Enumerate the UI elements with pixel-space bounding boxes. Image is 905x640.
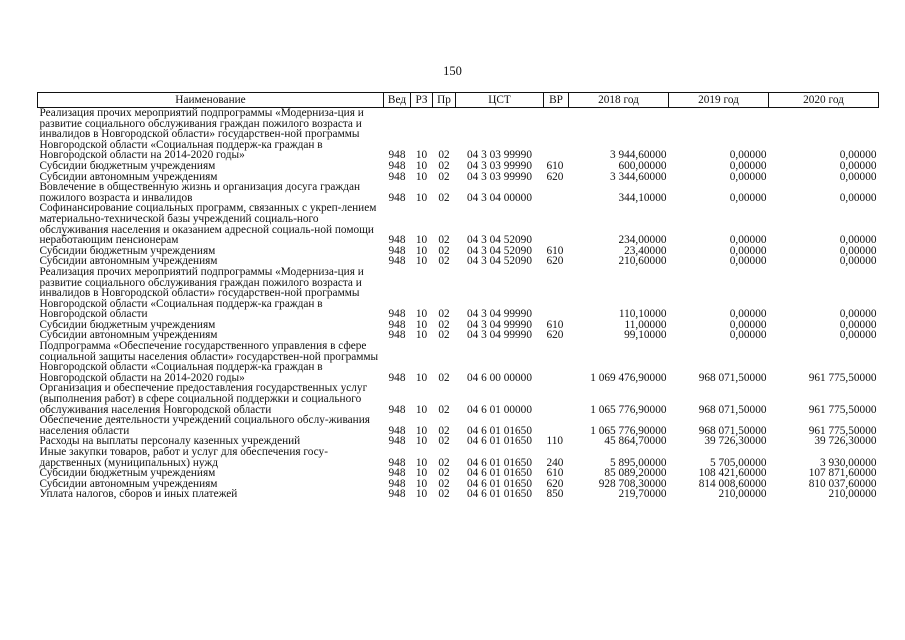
row-rz: 10 xyxy=(415,371,428,384)
row-2019-value: 0,00000 xyxy=(729,191,767,204)
row-cst: 04 3 04 99990 xyxy=(467,318,532,331)
row-vr: 610 xyxy=(546,159,564,172)
row-pr: 02 xyxy=(438,488,450,501)
header-2020: 2020 год xyxy=(769,93,879,108)
row-ved: 948 xyxy=(388,467,406,480)
row-2019-value: 0,00000 xyxy=(729,318,767,331)
row-2018-value: 3 944,60000 xyxy=(610,149,667,162)
table-row xyxy=(38,341,879,383)
row-2018-value: 45 864,70000 xyxy=(604,435,667,448)
row-2019-value: 0,00000 xyxy=(729,308,767,321)
row-cst: 04 3 04 52090 xyxy=(467,234,532,247)
row-rz: 10 xyxy=(415,467,428,480)
row-pr: 02 xyxy=(438,403,450,416)
row-2018-value: 5 895,00000 xyxy=(610,456,667,469)
row-2020-value: 0,00000 xyxy=(839,329,877,342)
row-2020-value: 961 775,50000 xyxy=(808,424,877,437)
row-cst: 04 6 01 01650 xyxy=(467,477,532,490)
row-name: Софинансирование социальных программ, связанных с укреп-лением материально-технической базы учреждений социаль-ного обслуживания населения и оказанием адресной социаль-ной помощи неработающим пенсионерам xyxy=(39,202,377,247)
row-vr: 610 xyxy=(546,467,564,480)
row-name: Иные закупки товаров, работ и услуг для обеспечения госу-дарственных (муниципальных) нужд xyxy=(39,446,328,469)
row-rz: 10 xyxy=(415,329,428,342)
row-pr: 02 xyxy=(438,318,450,331)
row-ved: 948 xyxy=(388,234,406,247)
row-2019-value: 0,00000 xyxy=(729,244,767,257)
header-2019: 2019 год xyxy=(669,93,769,108)
row-pr: 02 xyxy=(438,191,450,204)
row-cst: 04 3 04 00000 xyxy=(467,191,532,204)
row-pr: 02 xyxy=(438,435,450,448)
row-2018-value: 219,70000 xyxy=(618,488,667,501)
row-2018-value: 234,00000 xyxy=(618,234,667,247)
row-vr: 240 xyxy=(546,456,564,469)
row-2018-value: 11,00000 xyxy=(624,318,667,331)
table-row xyxy=(38,267,879,320)
row-2018-value: 344,10000 xyxy=(618,191,667,204)
row-cst: 04 3 03 99990 xyxy=(467,149,532,162)
row-rz: 10 xyxy=(415,149,428,162)
row-vr xyxy=(544,182,569,203)
row-vr: 620 xyxy=(546,255,564,268)
row-pr: 02 xyxy=(438,308,450,321)
row-name: Субсидии бюджетным учреждениям xyxy=(39,244,216,257)
row-ved: 948 xyxy=(388,149,406,162)
row-ved: 948 xyxy=(388,244,406,257)
row-2018-value: 600,00000 xyxy=(618,159,667,172)
row-2020-value: 0,00000 xyxy=(839,149,877,162)
header-2018: 2018 год xyxy=(569,93,669,108)
row-vr: 850 xyxy=(546,488,564,501)
budget-table xyxy=(37,92,879,500)
row-2020-value: 39 726,30000 xyxy=(814,435,877,448)
row-cst: 04 6 01 00000 xyxy=(467,403,532,416)
row-2018-value: 110,10000 xyxy=(618,308,667,321)
row-vr xyxy=(544,108,569,161)
row-rz: 10 xyxy=(415,318,428,331)
row-2018-value: 928 708,30000 xyxy=(598,477,667,490)
row-pr: 02 xyxy=(438,371,450,384)
row-2019-value: 5 705,00000 xyxy=(710,456,767,469)
table-row xyxy=(38,108,879,161)
row-vr xyxy=(544,415,569,436)
row-pr: 02 xyxy=(438,170,450,183)
row-2019-value: 814 008,60000 xyxy=(698,477,767,490)
row-ved: 948 xyxy=(388,191,406,204)
row-vr xyxy=(544,267,569,320)
row-2019-value: 210,00000 xyxy=(718,488,767,501)
row-name: Субсидии автономным учреждениям xyxy=(39,477,218,490)
row-name: Субсидии автономным учреждениям xyxy=(39,329,218,342)
row-cst: 04 6 01 01650 xyxy=(467,467,532,480)
row-vr: 110 xyxy=(546,435,564,448)
row-pr: 02 xyxy=(438,255,450,268)
row-ved: 948 xyxy=(388,424,406,437)
row-name: Подпрограмма «Обеспечение государственного управления в сфере социальной защиты населения области» государствен-ной программы Новгородской области «Социальная поддерж-ка граждан в Новгородской области на 2014-2020 годы» xyxy=(39,340,379,384)
row-rz: 10 xyxy=(415,159,428,172)
row-2020-value: 0,00000 xyxy=(839,159,877,172)
header-rz: РЗ xyxy=(411,93,433,108)
row-rz: 10 xyxy=(415,191,428,204)
row-name: Субсидии бюджетным учреждениям xyxy=(39,467,216,480)
row-2020-value: 0,00000 xyxy=(839,244,877,257)
table-row xyxy=(38,203,879,245)
row-name: Расходы на выплаты персоналу казенных учреждений xyxy=(39,435,301,448)
row-name: Субсидии бюджетным учреждениям xyxy=(39,159,216,172)
row-cst: 04 3 04 99990 xyxy=(467,308,532,321)
header-vr: ВР xyxy=(544,93,569,108)
row-name: Субсидии бюджетным учреждениям xyxy=(39,318,216,331)
table-header-row xyxy=(38,93,879,108)
row-rz: 10 xyxy=(415,170,428,183)
row-2020-value: 0,00000 xyxy=(839,255,877,268)
row-2020-value: 210,00000 xyxy=(828,488,877,501)
row-rz: 10 xyxy=(415,424,428,437)
table-body xyxy=(38,108,879,500)
row-vr: 620 xyxy=(546,329,564,342)
row-cst: 04 6 01 01650 xyxy=(467,456,532,469)
row-2018-value: 23,40000 xyxy=(624,244,667,257)
row-name: Уплата налогов, сборов и иных платежей xyxy=(39,488,238,501)
row-cst: 04 3 03 99990 xyxy=(467,170,532,183)
row-2020-value: 961 775,50000 xyxy=(808,371,877,384)
row-name: Субсидии автономным учреждениям xyxy=(39,255,218,268)
row-2020-value: 3 930,00000 xyxy=(820,456,877,469)
row-name: Организация и обеспечение предоставления государственных услуг (выполнения работ) в сфере социальной поддержки и социального обслуживания населения Новгородской области xyxy=(39,382,368,416)
row-2018-value: 3 344,60000 xyxy=(610,170,667,183)
row-rz: 10 xyxy=(415,477,428,490)
row-vr xyxy=(544,383,569,415)
header-pr: Пр xyxy=(433,93,456,108)
row-vr: 610 xyxy=(546,318,564,331)
row-pr: 02 xyxy=(438,149,450,162)
row-ved: 948 xyxy=(388,318,406,331)
table-row xyxy=(38,161,879,172)
row-2020-value: 0,00000 xyxy=(839,234,877,247)
table-row xyxy=(38,447,879,468)
row-2020-value: 0,00000 xyxy=(839,308,877,321)
row-2019-value: 0,00000 xyxy=(729,329,767,342)
row-vr: 610 xyxy=(546,244,564,257)
row-pr: 02 xyxy=(438,159,450,172)
row-ved: 948 xyxy=(388,403,406,416)
row-ved: 948 xyxy=(388,255,406,268)
page-number: 150 xyxy=(443,64,462,78)
row-pr: 02 xyxy=(438,467,450,480)
row-cst: 04 3 04 52090 xyxy=(467,255,532,268)
row-rz: 10 xyxy=(415,403,428,416)
row-2019-value: 968 071,50000 xyxy=(698,403,767,416)
row-2019-value: 0,00000 xyxy=(729,170,767,183)
row-ved: 948 xyxy=(388,371,406,384)
row-vr xyxy=(544,203,569,245)
row-2020-value: 810 037,60000 xyxy=(808,477,877,490)
row-pr: 02 xyxy=(438,234,450,247)
row-cst: 04 6 00 00000 xyxy=(467,371,532,384)
row-cst: 04 6 01 01650 xyxy=(467,435,532,448)
row-rz: 10 xyxy=(415,255,428,268)
row-vr: 620 xyxy=(546,170,564,183)
row-pr: 02 xyxy=(438,477,450,490)
row-name: Вовлечение в общественную жизнь и организация досуга граждан пожилого возраста и инвалидов xyxy=(39,181,361,204)
row-2019-value: 0,00000 xyxy=(729,234,767,247)
row-ved: 948 xyxy=(388,456,406,469)
row-cst: 04 3 04 99990 xyxy=(467,329,532,342)
row-2020-value: 0,00000 xyxy=(839,170,877,183)
row-name: Реализация прочих мероприятий подпрограммы «Модерниза-ция и развитие социального обслуживания граждан пожилого возраста и инвалидов в Новгородской области» государствен-ной программы Новгородской области «Социальная поддерж-ка граждан в Новгородской области на 2014-2020 годы» xyxy=(39,107,364,162)
row-name: Субсидии автономным учреждениям xyxy=(39,170,218,183)
row-rz: 10 xyxy=(415,488,428,501)
row-ved: 948 xyxy=(388,477,406,490)
header-cst: ЦСТ xyxy=(456,93,544,108)
row-cst: 04 6 01 01650 xyxy=(467,488,532,501)
row-2018-value: 1 069 476,90000 xyxy=(590,371,667,384)
row-2020-value: 107 871,60000 xyxy=(808,467,877,480)
row-2018-value: 1 065 776,90000 xyxy=(590,424,667,437)
row-2020-value: 0,00000 xyxy=(839,318,877,331)
row-2018-value: 99,10000 xyxy=(624,329,667,342)
row-ved: 948 xyxy=(388,488,406,501)
row-2019-value: 968 071,50000 xyxy=(698,371,767,384)
header-name: Наименование xyxy=(38,93,384,108)
row-2019-value: 0,00000 xyxy=(729,159,767,172)
row-rz: 10 xyxy=(415,234,428,247)
row-2019-value: 0,00000 xyxy=(729,149,767,162)
row-2019-value: 108 421,60000 xyxy=(698,467,767,480)
row-rz: 10 xyxy=(415,308,428,321)
row-ved: 948 xyxy=(388,435,406,448)
row-pr: 02 xyxy=(438,244,450,257)
table-row xyxy=(38,182,879,203)
row-ved: 948 xyxy=(388,329,406,342)
row-2018-value: 210,60000 xyxy=(618,255,667,268)
row-ved: 948 xyxy=(388,159,406,172)
header-ved: Вед xyxy=(384,93,411,108)
row-name: Обеспечение деятельности учреждений социального обслу-живания населения области xyxy=(39,414,370,437)
row-2020-value: 0,00000 xyxy=(839,191,877,204)
row-pr: 02 xyxy=(438,329,450,342)
row-2019-value: 968 071,50000 xyxy=(698,424,767,437)
row-2019-value: 0,00000 xyxy=(729,255,767,268)
row-rz: 10 xyxy=(415,244,428,257)
row-2019-value: 39 726,30000 xyxy=(704,435,767,448)
row-ved: 948 xyxy=(388,170,406,183)
row-pr: 02 xyxy=(438,456,450,469)
row-cst: 04 3 04 52090 xyxy=(467,244,532,257)
row-name: Реализация прочих мероприятий подпрограммы «Модерниза-ция и развитие социального обслуживания граждан пожилого возраста и инвалидов в Новгородской области» государствен-ной программы Новгородской области «Социальная поддерж-ка граждан в Новгородской области xyxy=(39,265,364,321)
row-rz: 10 xyxy=(415,435,428,448)
row-ved: 948 xyxy=(388,308,406,321)
row-pr: 02 xyxy=(438,424,450,437)
table-row xyxy=(38,415,879,436)
row-rz: 10 xyxy=(415,456,428,469)
row-2020-value: 961 775,50000 xyxy=(808,403,877,416)
row-2018-value: 85 089,20000 xyxy=(604,467,667,480)
row-vr: 620 xyxy=(546,477,564,490)
row-vr xyxy=(544,341,569,383)
table-row xyxy=(38,489,879,500)
row-2018-value: 1 065 776,90000 xyxy=(590,403,667,416)
row-cst: 04 3 03 99990 xyxy=(467,159,532,172)
table-row xyxy=(38,383,879,415)
row-cst: 04 6 01 01650 xyxy=(467,424,532,437)
